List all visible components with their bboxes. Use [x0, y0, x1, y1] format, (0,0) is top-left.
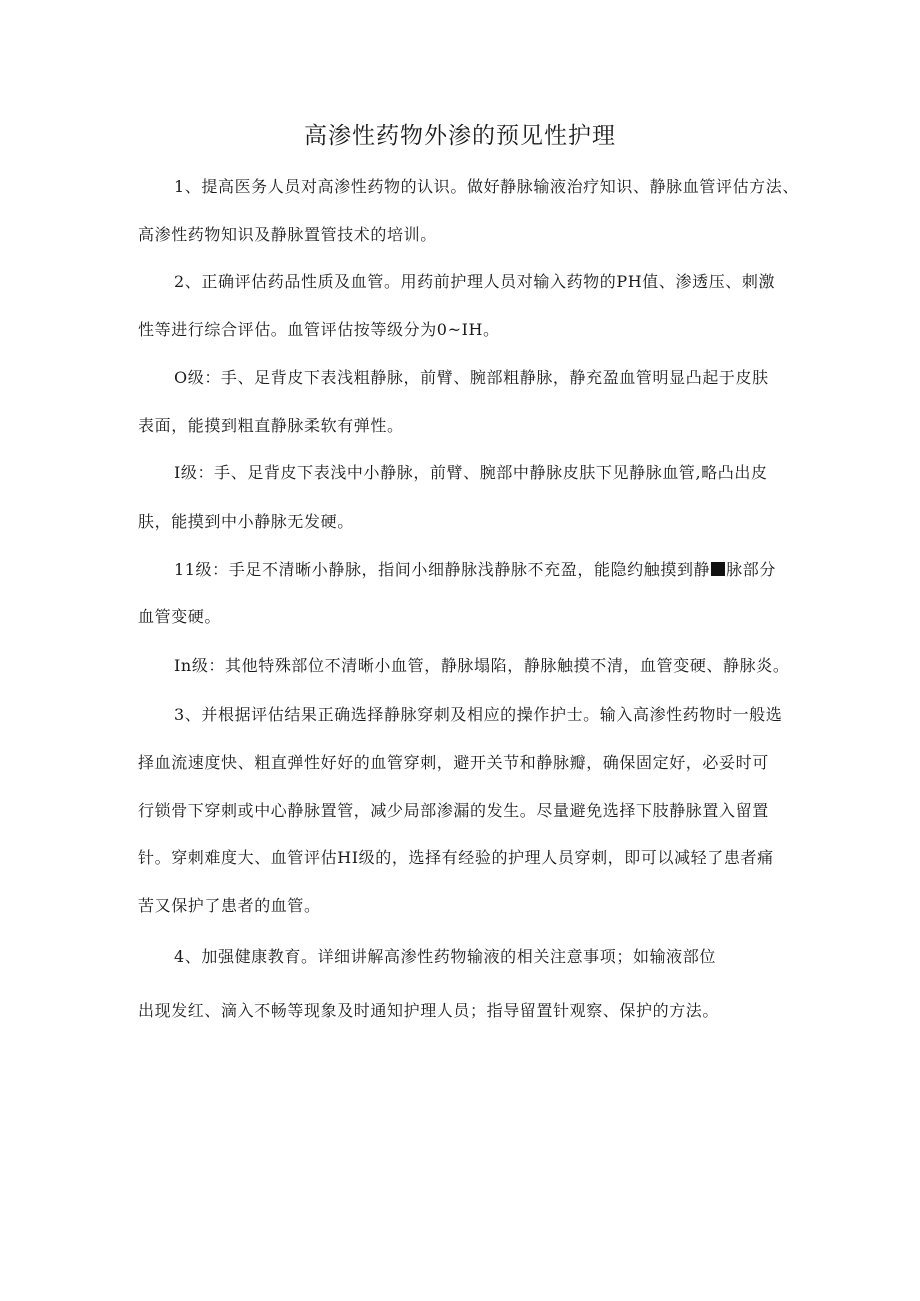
paragraph-3-line-3: 行锁骨下穿刺或中心静脉置管，减少局部渗漏的发生。尽量避免选择下肢静脉置入留置 — [138, 801, 769, 820]
grade-2-line-2: 血管变硬。 — [138, 607, 222, 626]
grade-2-line-1 — [174, 558, 776, 582]
grade-2-text-part-2: 脉部分 — [726, 560, 776, 579]
redaction-block — [711, 562, 725, 576]
document-title: 高渗性药物外渗的预见性护理 — [304, 123, 616, 149]
paragraph-3-line-4: 针。穿刺难度大、血管评估HI级的，选择有经验的护理人员穿刺，即可以减轻了患者痛 — [138, 848, 774, 867]
paragraph-2-line-1: 2、正确评估药品性质及血管。用药前护理人员对输入药物的PH值、渗透压、刺激 — [174, 272, 776, 291]
grade-1-line-1: I级：手、足背皮下表浅中小静脉，前臂、腕部中静脉皮肤下见静脉血管,略凸出皮 — [174, 463, 768, 482]
paragraph-4-line-1: 4、加强健康教育。详细讲解高渗性药物输液的相关注意事项；如输液部位 — [174, 947, 716, 966]
paragraph-2-line-2: 性等进行综合评估。血管评估按等级分为0~IH。 — [138, 320, 500, 339]
grade-1-line-2: 肤，能摸到中小静脉无发硬。 — [138, 512, 354, 531]
grade-3-line-1: In级：其他特殊部位不清晰小血管，静脉塌陷，静脉触摸不清，血管变硬、静脉炎。 — [174, 656, 790, 675]
grade-0-line-2: 表面，能摸到粗直静脉柔软有弹性。 — [138, 416, 404, 435]
paragraph-3-line-5: 苦又保护了患者的血管。 — [138, 896, 321, 915]
paragraph-3-line-2: 择血流速度快、粗直弹性好好的血管穿刺，避开关节和静脉瓣，确保固定好，必妥时可 — [138, 753, 769, 772]
grade-2-text-part-1: 11级：手足不清晰小静脉，指间小细静脉浅静脉不充盈，能隐约触摸到静 — [174, 560, 711, 579]
paragraph-3-line-1: 3、并根据评估结果正确选择静脉穿刺及相应的操作护士。输入高渗性药物时一般选 — [174, 705, 783, 724]
paragraph-4-line-2: 出现发红、滴入不畅等现象及时通知护理人员；指导留置针观察、保护的方法。 — [138, 1001, 720, 1020]
grade-0-line-1: O级：手、足背皮下表浅粗静脉，前臂、腕部粗静脉，静充盈血管明显凸起于皮肤 — [174, 368, 769, 387]
paragraph-1-line-1: 1、提高医务人员对高渗性药物的认识。做好静脉输液治疗知识、静脉血管评估方法、 — [174, 177, 799, 196]
paragraph-1-line-2: 高渗性药物知识及静脉置管技术的培训。 — [138, 225, 437, 244]
